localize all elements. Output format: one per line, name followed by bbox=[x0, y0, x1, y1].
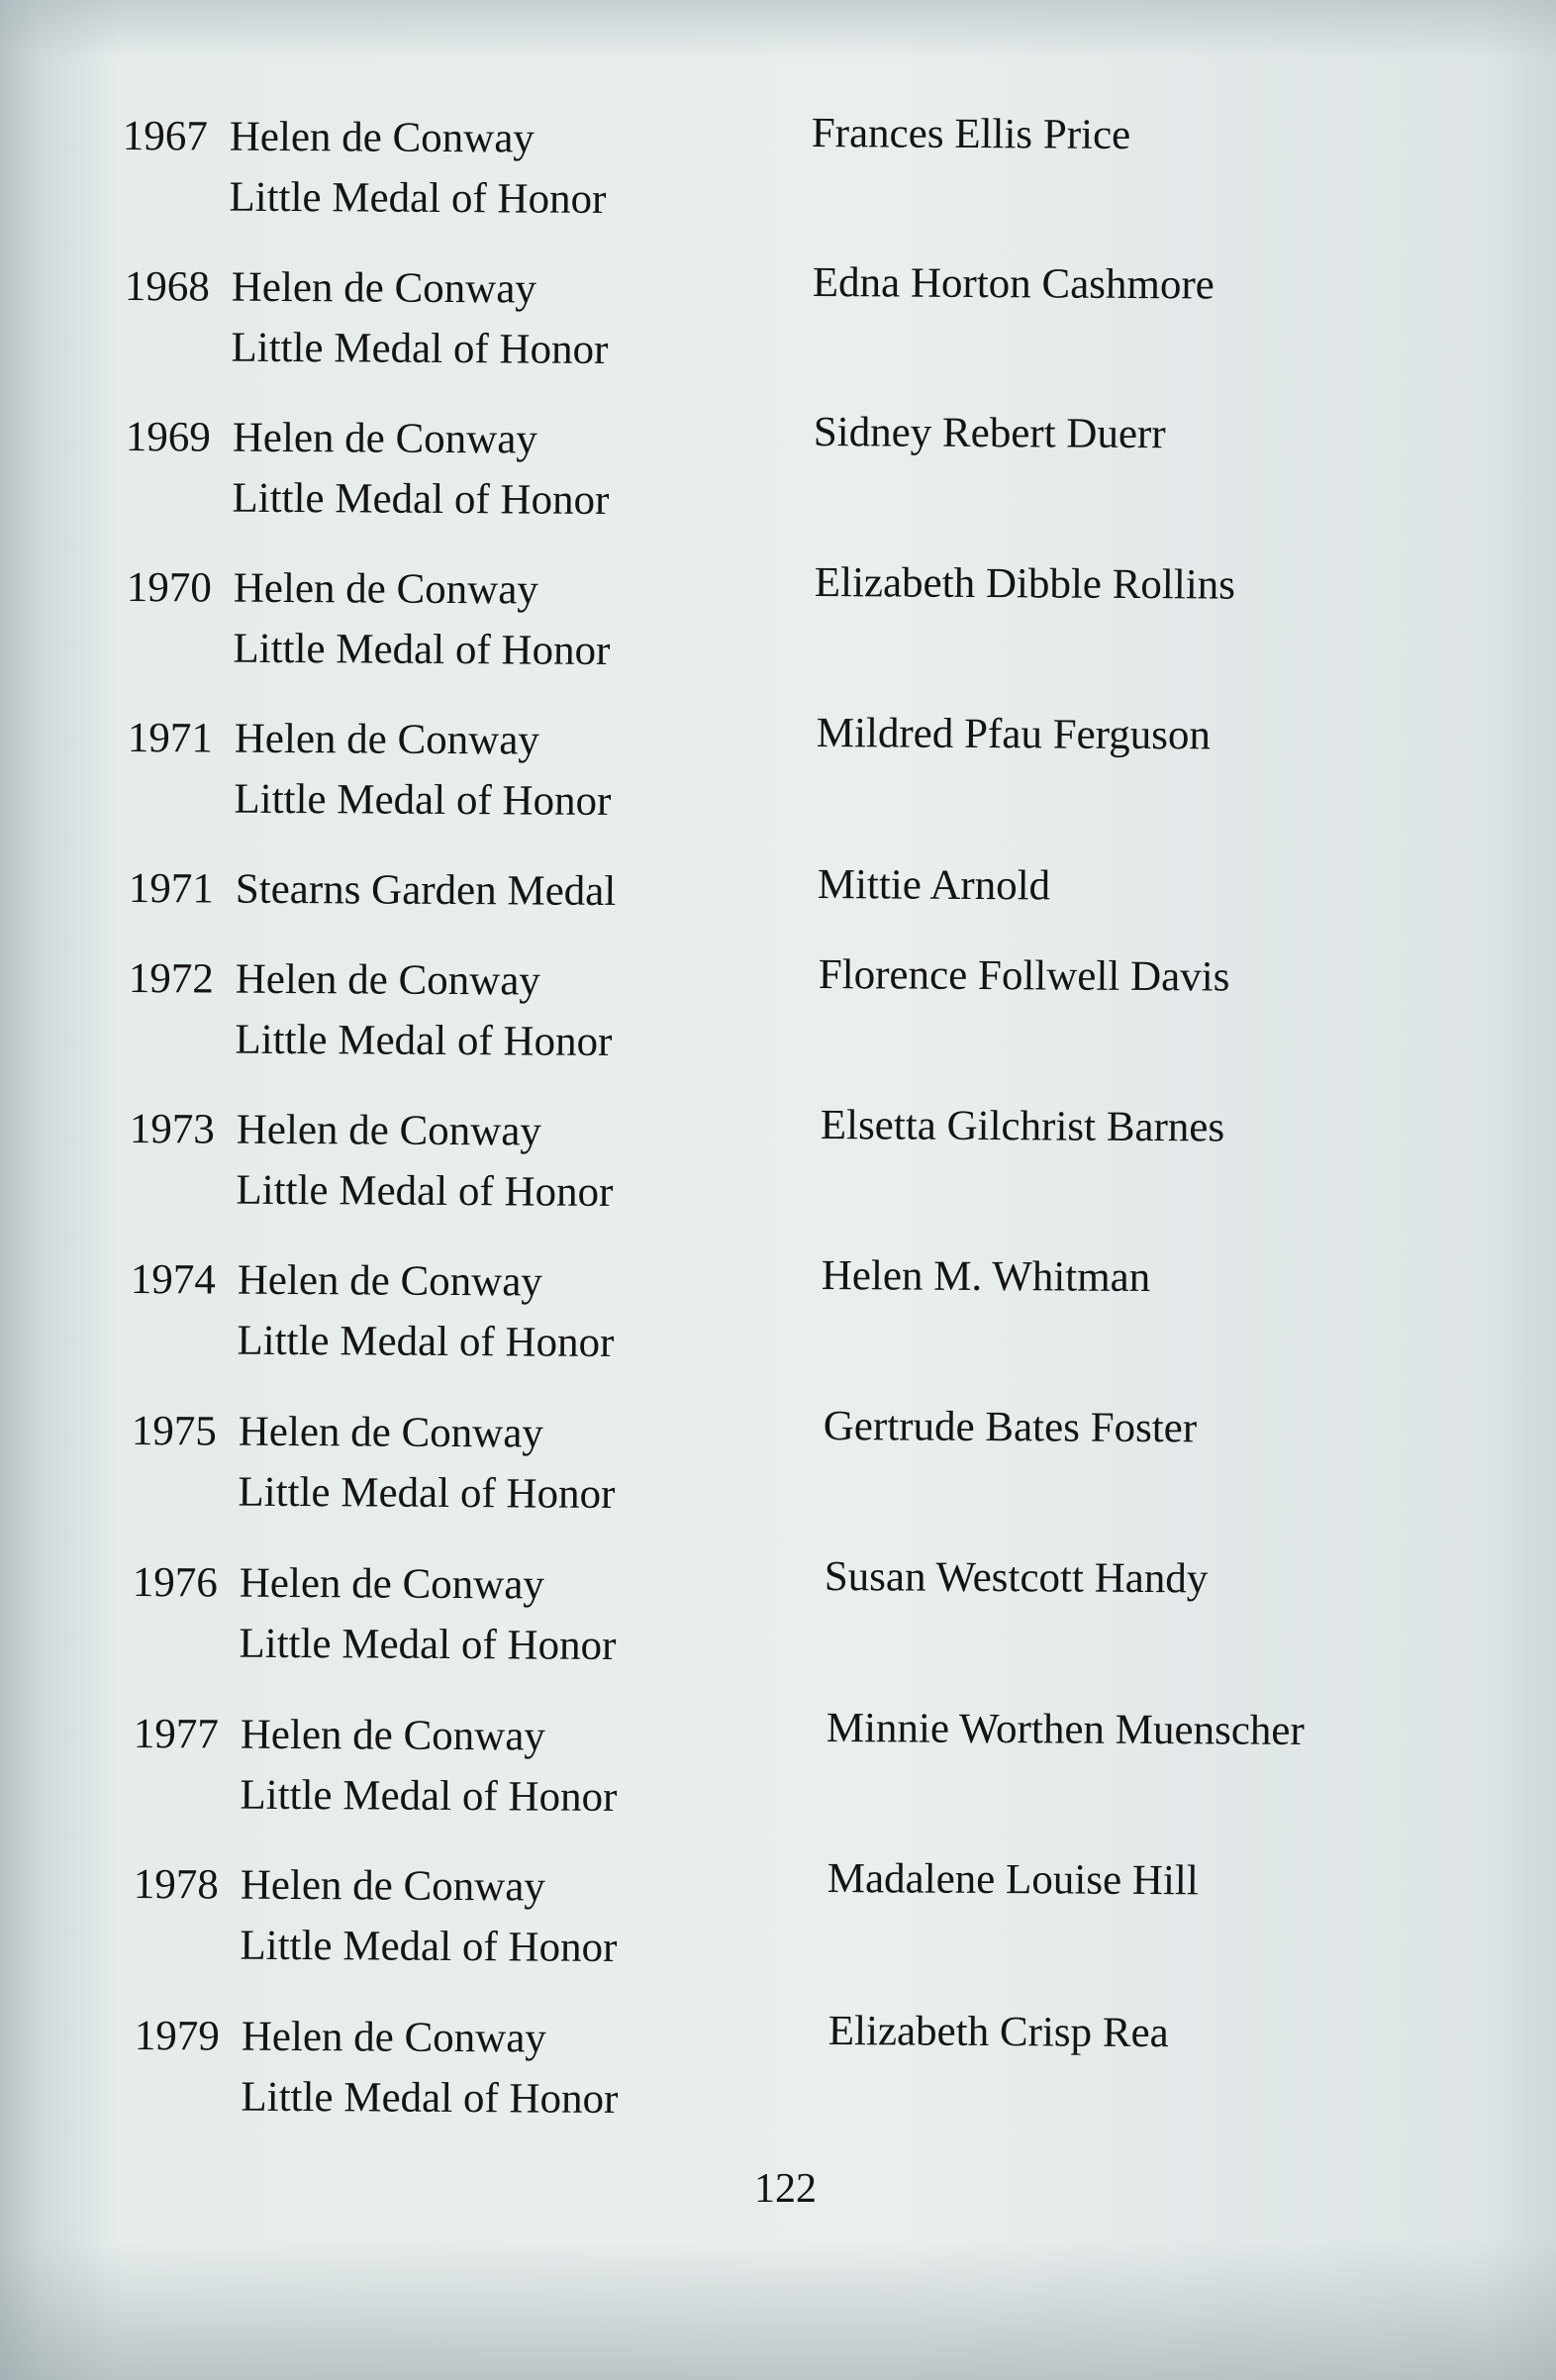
award-year: 1976 bbox=[132, 1558, 218, 1607]
award-entry-1971 bbox=[127, 708, 612, 832]
award-year: 1977 bbox=[133, 1710, 219, 1758]
award-name-line2: Little Medal of Honor bbox=[238, 1468, 616, 1518]
award-year: 1974 bbox=[130, 1255, 216, 1304]
award-year: 1970 bbox=[126, 563, 212, 612]
award-year: 1971 bbox=[128, 864, 214, 913]
award-year: 1973 bbox=[129, 1105, 215, 1153]
award-year: 1972 bbox=[128, 954, 214, 1003]
award-name: Helen de Conway bbox=[239, 1559, 545, 1609]
award-recipient: Minnie Worthen Muenscher bbox=[826, 1704, 1305, 1754]
award-entry-1970 bbox=[126, 557, 611, 681]
award-entry-1972 bbox=[128, 948, 613, 1072]
award-year: 1968 bbox=[124, 262, 210, 311]
award-entry-1968 bbox=[124, 256, 609, 380]
award-name: Helen de Conway bbox=[237, 1256, 543, 1306]
award-recipient: Susan Westcott Handy bbox=[824, 1552, 1209, 1603]
award-entry-1979 bbox=[134, 2006, 619, 2130]
award-recipient: Florence Follwell Davis bbox=[818, 950, 1230, 1001]
award-name: Helen de Conway bbox=[235, 955, 541, 1005]
award-entry-1967 bbox=[122, 106, 607, 230]
award-recipient: Madalene Louise Hill bbox=[827, 1854, 1199, 1905]
award-recipient: Mildred Pfau Ferguson bbox=[816, 709, 1212, 759]
award-entry-1978 bbox=[133, 1854, 618, 1978]
award-entry-1969 bbox=[125, 407, 610, 531]
award-name: Helen de Conway bbox=[231, 263, 537, 313]
award-recipient: Frances Ellis Price bbox=[811, 109, 1131, 158]
award-year: 1971 bbox=[127, 714, 213, 762]
award-recipient: Elizabeth Dibble Rollins bbox=[814, 558, 1236, 609]
award-name: Helen de Conway bbox=[241, 2013, 547, 2062]
award-name-line2: Little Medal of Honor bbox=[236, 1166, 614, 1216]
award-recipient: Sidney Rebert Duerr bbox=[813, 408, 1166, 458]
award-name-line2: Little Medal of Honor bbox=[239, 1620, 617, 1669]
award-recipient: Elizabeth Crisp Rea bbox=[827, 2007, 1169, 2057]
award-name-line2: Little Medal of Honor bbox=[229, 173, 607, 223]
award-name: Helen de Conway bbox=[233, 564, 539, 614]
award-entry-1973 bbox=[129, 1099, 614, 1223]
award-entry-1977 bbox=[133, 1704, 618, 1828]
award-name-line2: Little Medal of Honor bbox=[240, 1771, 618, 1821]
award-name-line2: Little Medal of Honor bbox=[240, 1922, 618, 1971]
award-entry-1975 bbox=[131, 1401, 616, 1525]
award-year: 1978 bbox=[133, 1860, 219, 1909]
award-name-line2: Little Medal of Honor bbox=[231, 324, 609, 373]
award-name-line2: Little Medal of Honor bbox=[235, 1016, 613, 1065]
award-name: Helen de Conway bbox=[236, 1106, 542, 1155]
award-year: 1979 bbox=[134, 2012, 220, 2060]
page-number: 122 bbox=[754, 2166, 817, 2212]
award-entry-1976 bbox=[132, 1552, 617, 1676]
award-name: Helen de Conway bbox=[240, 1861, 546, 1911]
award-year: 1969 bbox=[125, 413, 211, 461]
award-year: 1967 bbox=[122, 112, 208, 160]
award-name-line2: Little Medal of Honor bbox=[237, 1317, 615, 1366]
award-name: Helen de Conway bbox=[238, 1408, 544, 1457]
award-name: Helen de Conway bbox=[232, 414, 538, 463]
award-year: 1975 bbox=[131, 1407, 217, 1455]
award-entry-1971-stearns bbox=[129, 858, 617, 922]
award-name: Helen de Conway bbox=[234, 715, 540, 764]
award-name-line2: Little Medal of Honor bbox=[232, 474, 610, 524]
award-name: Helen de Conway bbox=[240, 1711, 546, 1760]
award-recipient: Elsetta Gilchrist Barnes bbox=[820, 1101, 1225, 1151]
award-name-line2: Little Medal of Honor bbox=[241, 2073, 619, 2123]
award-recipient: Mittie Arnold bbox=[817, 860, 1051, 910]
award-name-line2: Little Medal of Honor bbox=[233, 625, 611, 674]
award-name: Helen de Conway bbox=[229, 113, 535, 162]
award-recipient: Helen M. Whitman bbox=[821, 1251, 1151, 1302]
award-recipient: Gertrude Bates Foster bbox=[823, 1402, 1198, 1452]
award-name: Stearns Garden Medal bbox=[235, 865, 617, 916]
award-entry-1974 bbox=[130, 1249, 615, 1373]
award-name-line2: Little Medal of Honor bbox=[234, 775, 612, 825]
award-recipient: Edna Horton Cashmore bbox=[812, 258, 1215, 309]
